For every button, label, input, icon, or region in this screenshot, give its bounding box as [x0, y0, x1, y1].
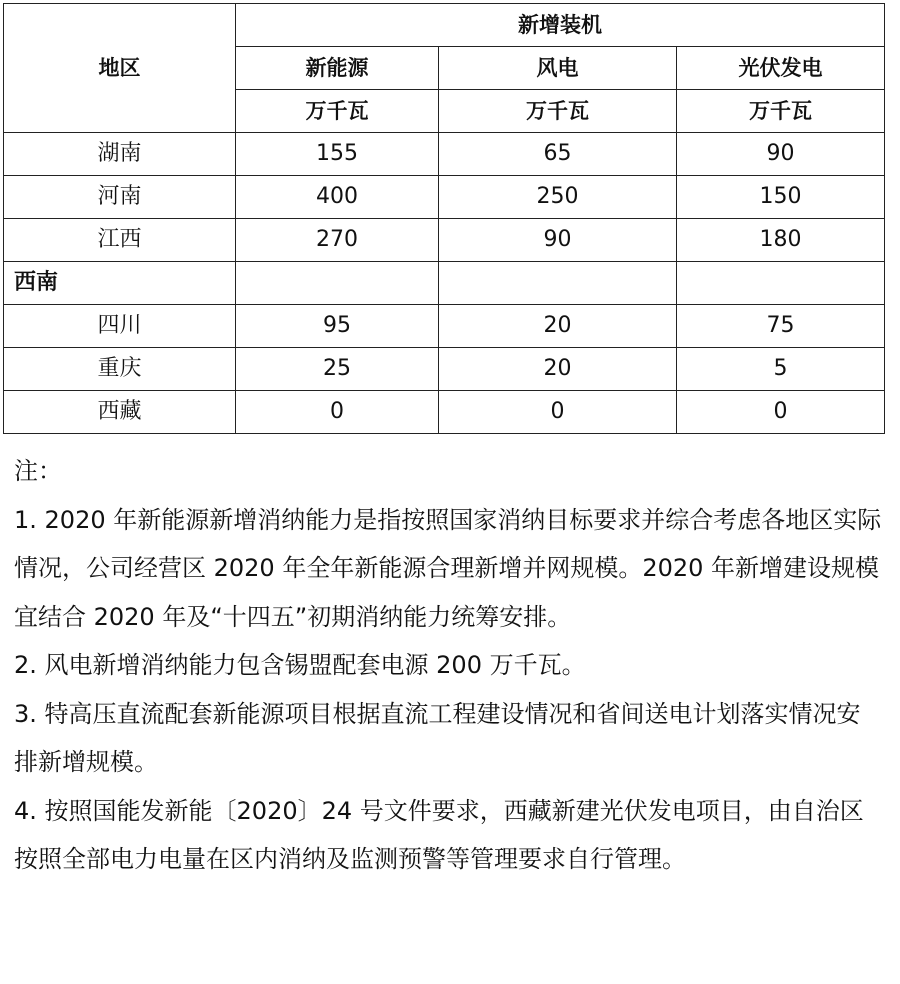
- value-cell: 65: [439, 133, 677, 176]
- value-cell: 400: [236, 176, 439, 219]
- value-cell: 90: [439, 219, 677, 262]
- value-cell: 155: [236, 133, 439, 176]
- value-cell: 180: [677, 219, 885, 262]
- table-row: [4, 219, 885, 262]
- col-header-solar: 光伏发电: [677, 47, 885, 90]
- value-cell: [677, 262, 885, 305]
- section-label: 西南: [4, 262, 236, 305]
- unit-new-energy: 万千瓦: [236, 90, 439, 133]
- value-cell: 75: [677, 305, 885, 348]
- region-header: 地区: [4, 4, 236, 133]
- capacity-table: [3, 3, 885, 434]
- value-cell: [236, 262, 439, 305]
- region-cell: 湖南: [4, 133, 236, 176]
- value-cell: 90: [677, 133, 885, 176]
- section-row: [4, 262, 885, 305]
- table-row: [4, 391, 885, 434]
- region-cell: 江西: [4, 219, 236, 262]
- note-item-1: 1. 2020 年新能源新增消纳能力是指按照国家消纳目标要求并综合考虑各地区实际情况，公司经营区 2020 年全年新能源合理新增并网规模。2020 年新增建设规模宜结合 2020 年及“十四五”初期消纳能力统筹安排。: [14, 505, 882, 631]
- note-item-3: 3. 特高压直流配套新能源项目根据直流工程建设情况和省间送电计划落实情况安排新增规模。: [14, 699, 861, 776]
- notes-section: [14, 447, 884, 884]
- notes-heading: 注：: [14, 457, 62, 485]
- new-capacity-header: 新增装机: [236, 4, 885, 47]
- table-row: [4, 305, 885, 348]
- value-cell: 95: [236, 305, 439, 348]
- value-cell: 0: [236, 391, 439, 434]
- table-row: [4, 133, 885, 176]
- value-cell: 25: [236, 348, 439, 391]
- region-cell: 河南: [4, 176, 236, 219]
- value-cell: 270: [236, 219, 439, 262]
- region-cell: 西藏: [4, 391, 236, 434]
- value-cell: [439, 262, 677, 305]
- col-header-wind: 风电: [439, 47, 677, 90]
- value-cell: 20: [439, 305, 677, 348]
- header-row-group: [4, 4, 885, 47]
- value-cell: 0: [439, 391, 677, 434]
- value-cell: 0: [677, 391, 885, 434]
- unit-solar: 万千瓦: [677, 90, 885, 133]
- table-row: [4, 348, 885, 391]
- note-item-4: 4. 按照国能发新能〔2020〕24 号文件要求，西藏新建光伏发电项目，由自治区按照全部电力电量在区内消纳及监测预警等管理要求自行管理。: [14, 796, 864, 873]
- value-cell: 150: [677, 176, 885, 219]
- region-cell: 四川: [4, 305, 236, 348]
- value-cell: 20: [439, 348, 677, 391]
- note-item-2: 2. 风电新增消纳能力包含锡盟配套电源 200 万千瓦。: [14, 651, 586, 679]
- value-cell: 250: [439, 176, 677, 219]
- col-header-new-energy: 新能源: [236, 47, 439, 90]
- region-cell: 重庆: [4, 348, 236, 391]
- table-row: [4, 176, 885, 219]
- unit-wind: 万千瓦: [439, 90, 677, 133]
- value-cell: 5: [677, 348, 885, 391]
